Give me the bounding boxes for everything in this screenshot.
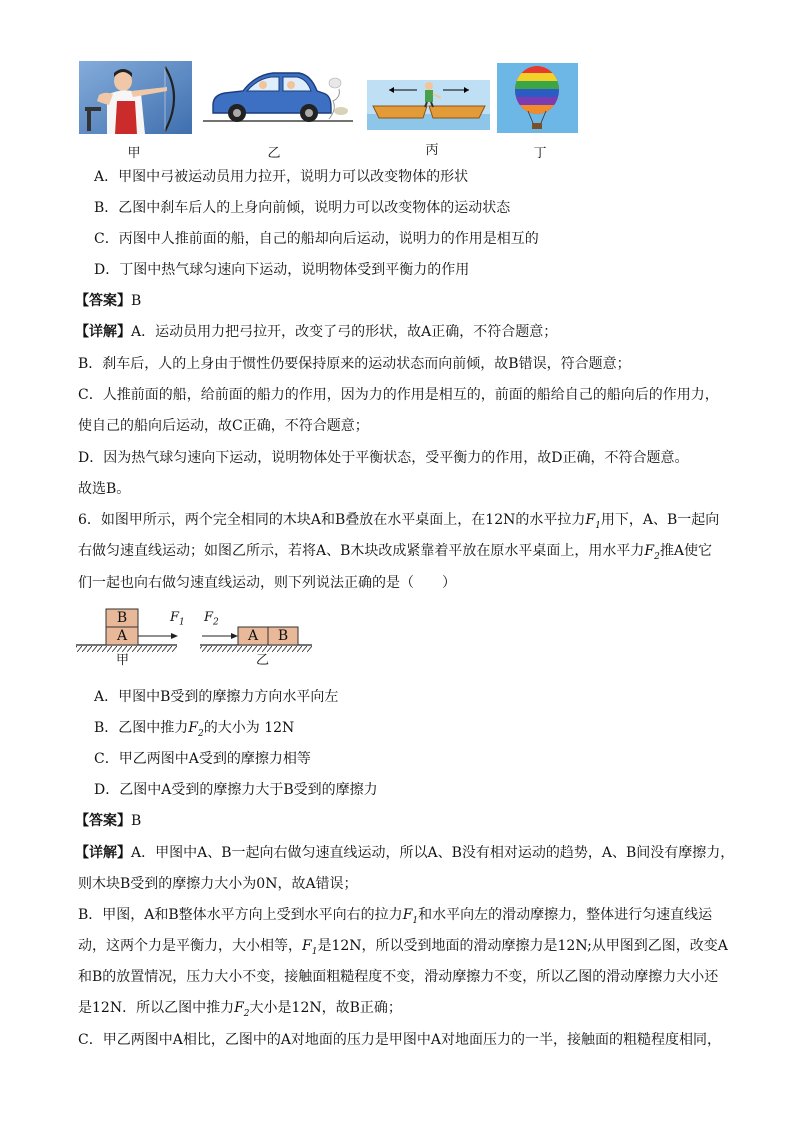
detail-label: 【详解】 xyxy=(75,324,131,340)
f2-symbol: F xyxy=(188,720,199,736)
boat-push-illustration xyxy=(367,80,490,130)
block-b-label: B xyxy=(116,610,128,626)
caption-jia: 甲 xyxy=(127,146,141,161)
q6-detail-2: 则木块B受到的摩擦力大小为0N，故A错误； xyxy=(78,876,358,892)
detail-label: 【详解】 xyxy=(75,845,131,861)
q5-option-a: A．甲图中弓被运动员用力拉开，说明力可以改变物体的形状 xyxy=(94,169,469,185)
q6-detail-7: C．甲乙两图中A相比，乙图中的A对地面的压力是甲图中A对地面压力的一半，接触面的粗糙程度相同， xyxy=(78,1032,722,1048)
stem-text: 推A使它 xyxy=(659,543,712,559)
f2-symbol: F xyxy=(644,543,655,559)
q5-option-d: D．丁图中热气球匀速向下运动，说明物体受到平衡力的作用 xyxy=(94,262,470,278)
q6-detail-5: 和B的放置情况，压力大小不变，接触面粗糙程度不变，滑动摩擦力不变，所以乙图的滑动摩擦力大小还 xyxy=(78,969,719,985)
detail-text: 动，这两个力是平衡力，大小相等， xyxy=(78,938,302,954)
block-a-label: A xyxy=(116,628,128,644)
q6-detail-3 xyxy=(78,905,712,931)
option-text: B．乙图中推力 xyxy=(94,720,189,736)
q6-option-c: C．甲乙两图中A受到的摩擦力相等 xyxy=(94,751,311,767)
f2-sub: 2 xyxy=(198,728,204,739)
q6-option-d: D．乙图中A受到的摩擦力大于B受到的摩擦力 xyxy=(94,782,378,798)
stem-text: 右做匀速直线运动；如图乙所示，若将A、B木块改成紧靠着平放在原水平桌面上，用水平力 xyxy=(78,543,645,559)
q6-option-a: A．甲图中B受到的摩擦力方向水平向左 xyxy=(94,689,339,705)
block-a2-label: A xyxy=(247,628,259,644)
q5-option-b: B．乙图中刹车后人的上身向前倾，说明力可以改变物体的运动状态 xyxy=(94,200,511,216)
q5-detail-6: 故选B。 xyxy=(78,481,131,497)
force-f2-label xyxy=(204,610,219,631)
diagram-caption-yi: 乙 xyxy=(256,653,270,668)
stem-text: 6．如图甲所示，两个完全相同的木块A和B叠放在水平桌面上，在12N的水平拉力 xyxy=(78,512,586,528)
f2-sub: 2 xyxy=(243,1008,250,1019)
block-b2-label: B xyxy=(277,628,289,644)
f1-letter: F xyxy=(170,610,180,625)
f1-sub: 1 xyxy=(412,915,419,926)
detail-text: A．甲图中A、B一起向右做匀速直线运动，所以A、B没有相对运动的趋势，A、B间没有摩擦力， xyxy=(131,845,735,861)
f1-symbol: F xyxy=(402,907,413,923)
q5-detail-3: C．人推前面的船，给前面的船力的作用，因为力的作用是相互的，前面的船给自己的船向后的作用力， xyxy=(78,387,719,403)
q6-detail-1 xyxy=(75,843,734,863)
caption-yi: 乙 xyxy=(267,146,281,161)
q5-detail-5: D．因为热气球匀速向下运动，说明物体处于平衡状态，受平衡力的作用，故D正确，不符合题意。 xyxy=(78,450,689,466)
f2-sub: 2 xyxy=(654,551,660,562)
answer-label: 【答案】 xyxy=(75,293,131,309)
f1-sub-label: 1 xyxy=(179,617,185,628)
answer-value: B xyxy=(131,813,142,829)
f2-symbol: F xyxy=(234,1000,244,1016)
friction-diagram xyxy=(72,604,322,670)
q5-detail-4: 使自己的船向后运动，故C正确，不符合题意； xyxy=(78,418,369,434)
diagram-caption-jia: 甲 xyxy=(116,653,130,668)
detail-text: 是12N，所以受到地面的滑动摩擦力是12N;从甲图到乙图，改变A xyxy=(317,938,728,954)
detail-text: A．运动员用力把弓拉开，改变了弓的形状，故A正确，不符合题意； xyxy=(131,324,558,340)
stem-text: 用下，A、B一起向 xyxy=(600,512,720,528)
f1-sub: 1 xyxy=(595,520,601,531)
caption-ding: 丁 xyxy=(533,146,547,161)
q6-detail-4 xyxy=(78,936,728,962)
f2-sub-label: 2 xyxy=(213,617,219,628)
hot-air-balloon-photo xyxy=(497,63,578,133)
q6-stem-2 xyxy=(78,541,712,567)
q6-stem-1 xyxy=(78,510,719,536)
caption-bing: 丙 xyxy=(425,143,439,158)
detail-text: 是12N．所以乙图中推力 xyxy=(78,1000,235,1016)
f1-symbol: F xyxy=(585,512,596,528)
q5-option-c: C．丙图中人推前面的船，自己的船却向后运动，说明力的作用是相互的 xyxy=(94,231,539,247)
option-text: 的大小为 12N xyxy=(203,720,295,736)
archer-photo xyxy=(79,61,192,134)
detail-text: B．甲图，A和B整体水平方向上受到水平向右的拉力 xyxy=(78,907,403,923)
f2-letter: F xyxy=(204,610,214,625)
q5-detail-2: B．刹车后，人的上身由于惯性仍要保持原来的运动状态而向前倾，故B错误，符合题意； xyxy=(78,356,631,372)
f1-sub: 1 xyxy=(311,946,318,957)
q6-detail-6 xyxy=(78,998,402,1024)
car-braking-illustration xyxy=(203,61,353,127)
detail-text: 和水平向左的滑动摩擦力，整体进行匀速直线运 xyxy=(418,907,713,923)
answer-value: B xyxy=(131,293,142,309)
force-f1-label xyxy=(170,610,185,631)
detail-text: 大小是12N，故B正确； xyxy=(249,1000,402,1016)
q6-answer xyxy=(75,811,141,831)
q5-answer xyxy=(75,291,141,311)
q6-option-b xyxy=(94,718,294,744)
f1-symbol: F xyxy=(302,938,312,954)
q5-detail-1 xyxy=(75,322,557,342)
answer-label: 【答案】 xyxy=(75,813,131,829)
q6-stem-3: 们一起也向右做匀速直线运动，则下列说法正确的是（ ） xyxy=(78,575,456,591)
